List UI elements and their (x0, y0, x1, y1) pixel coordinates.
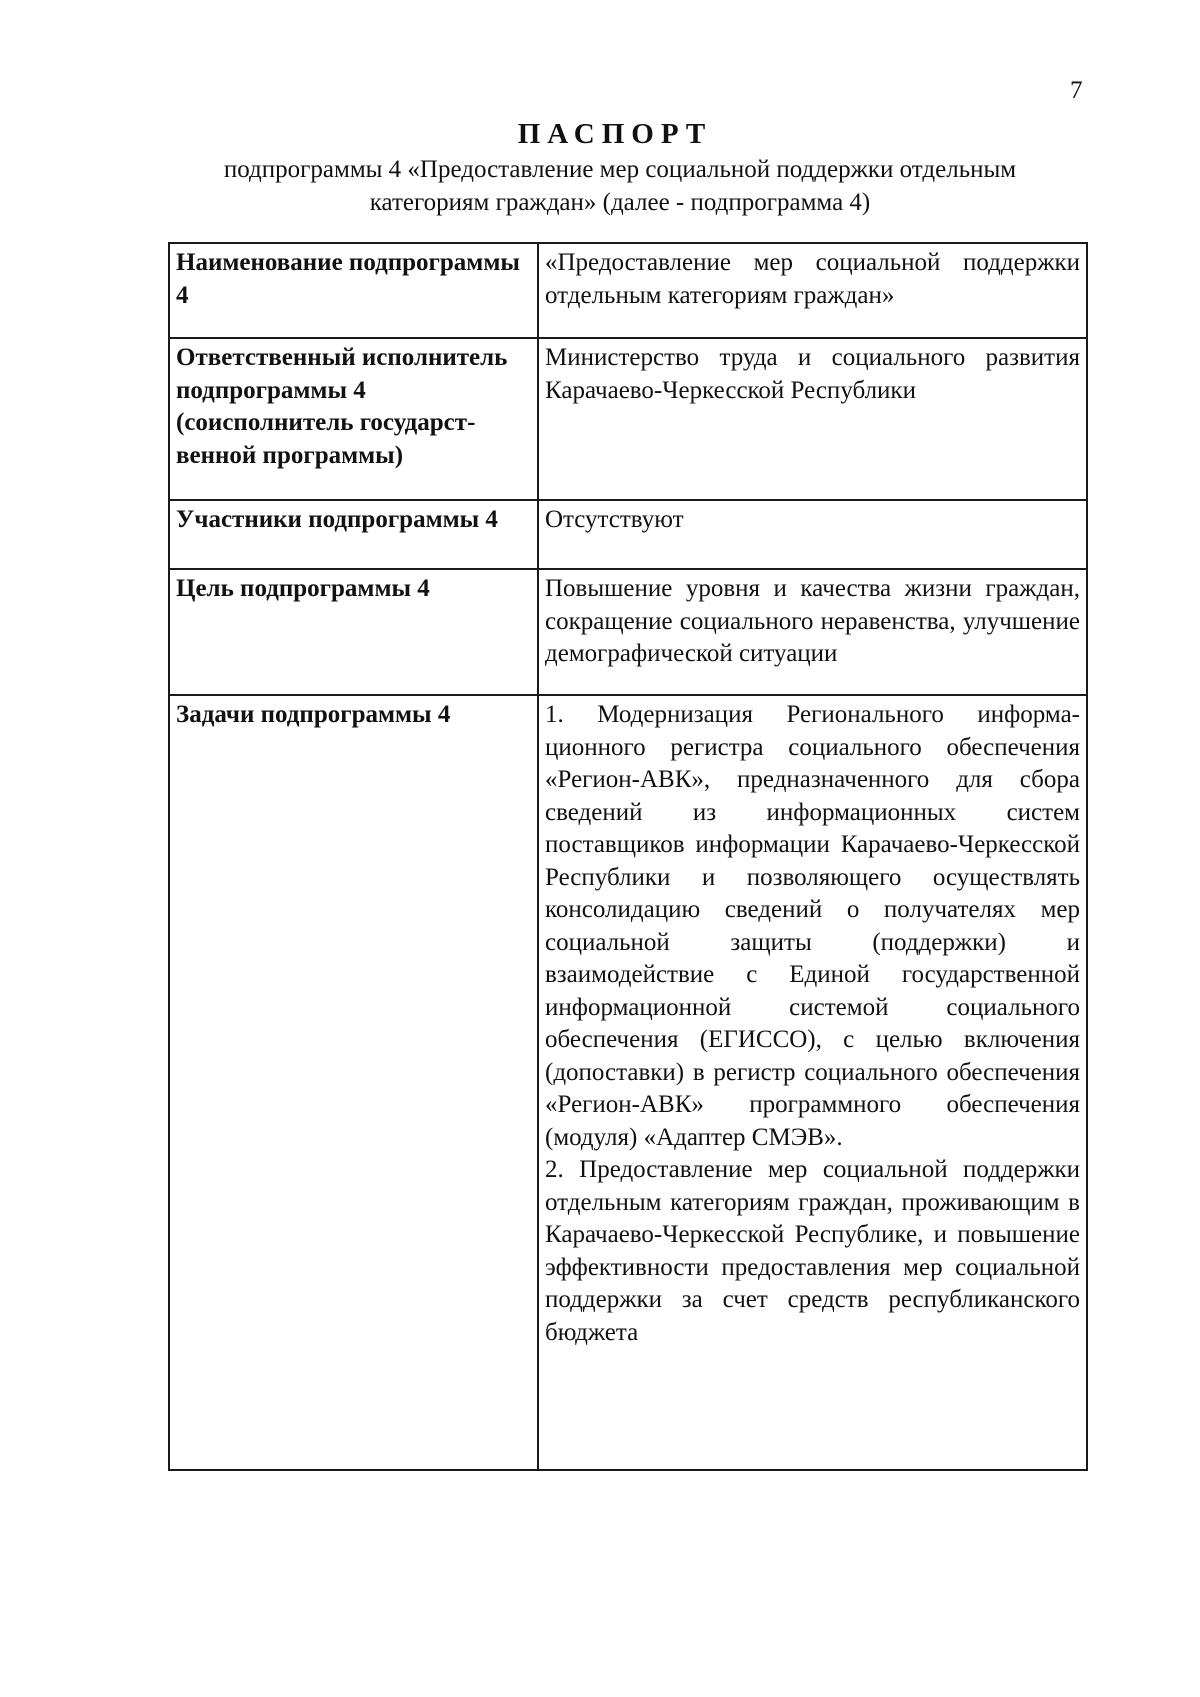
row-value-participants: Отсутствуют (538, 500, 1087, 569)
task-item-1: 1. Модернизация Регионального информационного регистра социального обеспечения «Регион-АВК», предназначенного для сбора сведений из информационных систем поставщиков информации Карачаево-Черкесской Республики и позволяющего осуществлять консолидацию сведений о получателях мер социальной защиты (поддержки) и взаимодействие с Единой государственной информационной системой социального обеспечения (ЕГИССО), с целью включения (допоставки) в регистр социального обеспечения «Регион-АВК» программного обеспечения (модуля) «Адаптер СМЭВ». (545, 701, 1080, 1151)
row-label-name: Наименование подпрограммы 4 (169, 243, 538, 338)
subtitle-line-1: подпрограммы 4 «Предоставление мер социальной поддержки отдельным (223, 156, 1017, 183)
page-number: 7 (1070, 77, 1083, 104)
row-value-tasks (538, 695, 1087, 1470)
row-label-participants: Участники подпрограммы 4 (169, 500, 538, 569)
row-label-responsible: Ответственный исполнитель подпрограммы 4 (соисполнитель государственной программы) (169, 338, 538, 500)
row-value-name: «Предоставление мер социальной поддержки отдельным категориям граждан» (538, 243, 1087, 338)
table-row-tasks (169, 695, 1087, 1470)
document-title: ПАСПОРТ (517, 118, 713, 150)
passport-table (168, 242, 1088, 1471)
row-value-responsible: Министерство труда и социального развития Карачаево-Черкесской Республики (538, 338, 1087, 500)
subtitle-line-2: категориям граждан» (далее - подпрограмма 4) (369, 189, 871, 216)
document-subtitle (150, 153, 1090, 219)
row-label-tasks: Задачи подпрограммы 4 (169, 695, 538, 1470)
row-value-goal: Повышение уровня и качества жизни граждан, сокращение социального неравенства, улучшение демографической ситуации (538, 569, 1087, 695)
table-row-participants (169, 500, 1087, 569)
row-label-goal: Цель подпрограммы 4 (169, 569, 538, 695)
table-row-responsible (169, 338, 1087, 500)
table-row-name (169, 243, 1087, 338)
task-item-2: 2. Предоставление мер социальной поддержки отдельным категориям граждан, проживающим в Карачаево-Черкесской Республике, и повышение эффективности предоставления мер социальной поддержки за счет средств республиканского бюджета (545, 1156, 1080, 1346)
table-row-goal (169, 569, 1087, 695)
